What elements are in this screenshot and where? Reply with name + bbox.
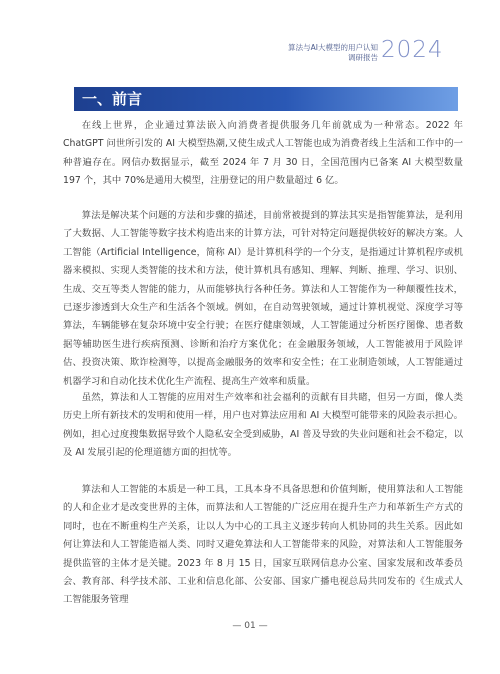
paragraph-risks: 虽然，算法和人工智能的应用对生产效率和社会福利的贡献有目共睹，但另一方面，像人类历史上所有新技术的发明和使用一样，用户也对算法应用和 AI 大模型可能带来的风险表示担心。例如，担心过度搜集数据导致个人隐私安全受到威胁，AI 普及导致的失业问题和社会不稳定，以及 AI 发展引起的伦理道德方面的担忧等。 (63, 392, 463, 459)
paragraph-governance: 算法和人工智能的本质是一种工具，工具本身不具备思想和价值判断，使用算法和人工智能的人和企业才是改变世界的主体，而算法和人工智能的广泛应用在提升生产力和革新生产方式的同时，也在不断重构生产关系，让以人为中心的工具主义逐步转向人机协同的共生关系。因此如何让算法和人工智能造福人类、同时又避免算法和人工智能带来的风险，对算法和人工智能服务提供监管的主体才是关键。2023 年 8 月 15 日，国家互联网信息办公室、国家发展和改革委员会、教育部、科学技术部、工业和信息化部、公安部、国家广播电视总局共同发布的《生成式人工智能服务管理 (63, 484, 463, 606)
page-number: — 01 — (232, 621, 268, 631)
report-header-year: 2024 (381, 37, 444, 63)
report-header-title: 算法与AI大模型的用户认知调研报告 (288, 43, 378, 62)
paragraph-definitions: 算法是解决某个问题的方法和步骤的描述，目前常被提到的算法其实是指智能算法，是利用了大数据、人工智能等数字技术构造出来的计算方法，可针对特定问题提供较好的解决方案。人工智能（Artificial Intelligence，简称 AI）是计算机科学的一个分支，是指通过计算机程序或机器来模拟、实现人类智能的技术和方法，使计算机具有感知、理解、判断、推理、学习、识别、生成、交互等类人智能的能力，从而能够执行各种任务。算法和人工智能作为一种颠覆性技术，已逐步渗透到大众生产和生活各个领域。例如，在自动驾驶领域，通过计算机视觉、深度学习等算法，车辆能够在复杂环境中安全行驶；在医疗健康领域，人工智能通过分析医疗图像、患者数据等辅助医生进行疾病预测、诊断和治疗方案优化；在金融服务领域，人工智能被用于风险评估、投资决策、欺诈检测等，以提高金融服务的效率和安全性；在工业制造领域，人工智能通过机器学习和自动化技术优化生产流程、提高生产效率和质量。 (63, 210, 463, 387)
paragraph-intro: 在线上世界，企业通过算法嵌入向消费者提供服务几年前就成为一种常态。2022 年 ChatGPT 问世所引发的 AI 大模型热潮,又使生成式人工智能也成为消费者线上生活和工作中的一种普遍存在。网信办数据显示，截至 2024 年 7 月 30 日，全国范围内已备案 AI 大模型数量 197 个，其中 70%是通用大模型，注册登记的用户数量超过 6 亿。 (63, 120, 463, 187)
section-title: 一、前言 (82, 90, 143, 108)
